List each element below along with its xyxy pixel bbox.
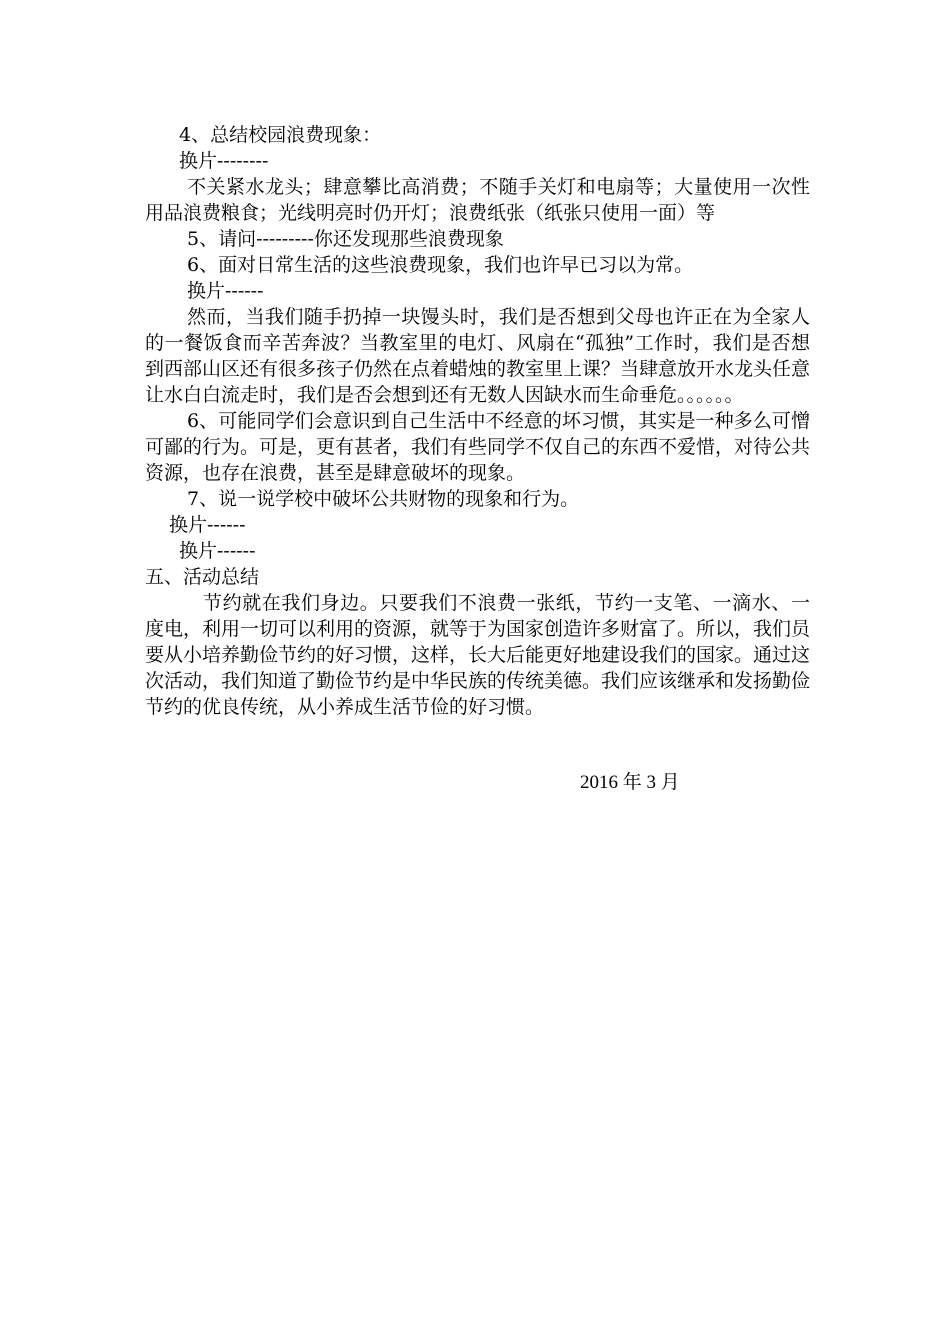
section5-heading: 五、活动总结 [145,566,260,588]
item7-slide-note-1: 换片------ [169,514,246,536]
item7-slide-note-2: 换片------ [179,540,256,562]
item7-question: 7、说一说学校中破坏公共财物的现象和行为。 [187,488,580,510]
item6a-heading: 6、面对日常生活的这些浪费现象，我们也许早已习以为常。 [187,254,694,276]
item5-question: 5、请问---------你还发现那些浪费现象 [187,228,504,250]
item6a-body: 然而，当我们随手扔掉一块馒头时，我们是否想到父母也许正在为全家人的一餐饭食而辛苦奔波？当教室里的电灯、风扇在“孤独”工作时，我们是否想到西部山区还有很多孩子仍然在点着蜡烛的教室里上课？当肆意放开水龙头任意让水白白流走时，我们是否会想到还有无数人因缺水而生命垂危。。。。。。 [145,306,811,406]
item4-heading: 4、总结校园浪费现象： [179,124,382,146]
document-body [145,122,810,720]
section5-body: 节约就在我们身边。只要我们不浪费一张纸，节约一支笔、一滴水、一度电，利用一切可以利用的资源，就等于为国家创造许多财富了。所以，我们员要从小培养勤俭节约的好习惯，这样，长大后能更好地建设我们的国家。通过这次活动，我们知道了勤俭节约是中华民族的传统美德。我们应该继承和发扬勤俭节约的优良传统，从小养成生活节俭的好习惯。 [145,592,811,718]
item6b-body: 6、可能同学们会意识到自己生活中不经意的坏习惯，其实是一种多么可憎可鄙的行为。可是，更有甚者，我们有些同学不仅自己的东西不爱惜，对待公共资源，也存在浪费，甚至是肆意破坏的现象。 [145,410,811,484]
item4-slide-note: 换片-------- [179,150,269,172]
item6a-slide-note: 换片------ [187,280,264,302]
item4-body: 不关紧水龙头；肆意攀比高消费；不随手关灯和电扇等；大量使用一次性用品浪费粮食；光线明亮时仍开灯；浪费纸张（纸张只使用一面）等 [145,176,810,224]
document-date: 2016 年 3 月 [580,772,680,793]
